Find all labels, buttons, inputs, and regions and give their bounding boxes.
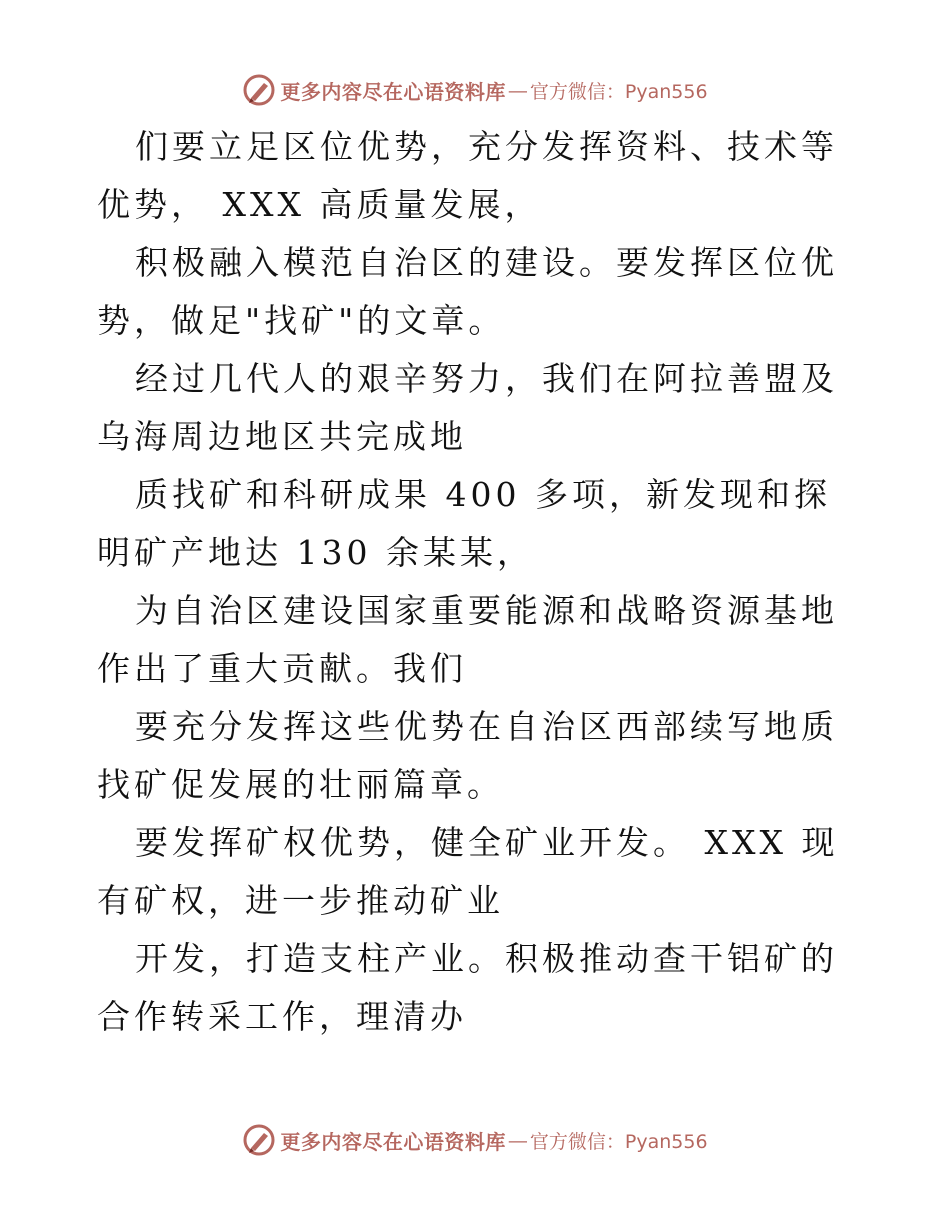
footer-separator: — — [507, 1128, 528, 1152]
paragraph: 为自治区建设国家重要能源和战略资源基地作出了重大贡献。我们 — [97, 591, 838, 688]
paragraph: 们要立足区位优势，充分发挥资料、技术等优势， XXX 高质量发展， — [97, 127, 838, 224]
paragraph: 质找矿和科研成果 400 多项，新发现和探明矿产地达 130 余某某， — [97, 475, 831, 572]
paragraph: 开发，打造支柱产业。积极推动查干铝矿的合作转采工作，理清办 — [97, 939, 838, 1036]
paragraph: 经过几代人的艰辛努力，我们在阿拉善盟及乌海周边地区共完成地 — [97, 359, 838, 456]
paragraph: 要发挥矿权优势，健全矿业开发。 XXX 现有矿权，进一步推动矿业 — [97, 823, 839, 920]
paragraph: 积极融入模范自治区的建设。要发挥区位优势，做足"找矿"的文章。 — [97, 243, 838, 340]
header-separator: — — [507, 78, 528, 102]
document-body — [97, 118, 862, 1046]
paragraph: 要充分发挥这些优势在自治区西部续写地质找矿促发展的壮丽篇章。 — [97, 707, 838, 804]
header-text: 更多内容尽在心语资料库 — [280, 79, 506, 104]
footer-wechat: 官方微信：Pyan556 — [529, 1130, 708, 1153]
pen-logo-icon — [242, 1123, 276, 1157]
header-wechat: 官方微信：Pyan556 — [529, 80, 708, 103]
header-banner — [0, 70, 950, 110]
pen-logo-icon — [242, 73, 276, 107]
footer-text: 更多内容尽在心语资料库 — [280, 1129, 506, 1154]
footer-banner — [0, 1120, 950, 1160]
